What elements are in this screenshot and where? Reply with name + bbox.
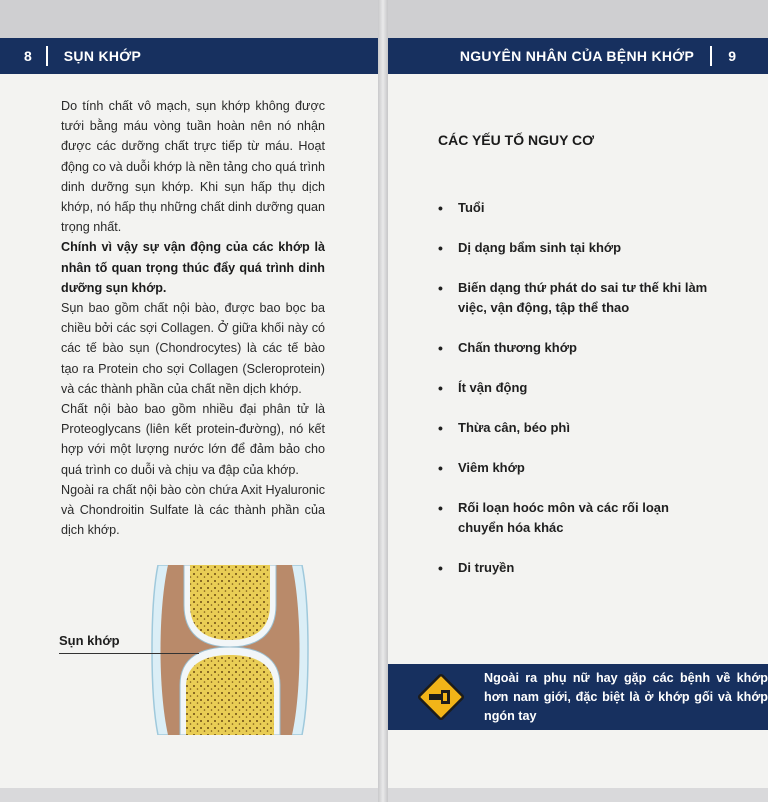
left-page-header: [0, 38, 378, 74]
right-page-header: [388, 38, 768, 74]
left-page-title: SỤN KHỚP: [63, 48, 142, 64]
list-item: • Dị dạng bẩm sinh tại khớp: [436, 238, 716, 258]
joint-cartilage-illustration: [150, 565, 310, 735]
note-text: Ngoài ra phụ nữ hay gặp các bệnh về khớp hơn nam giới, đặc biệt là ở khớp gối và khớp ngón tay: [484, 670, 768, 723]
note-callout: [388, 664, 768, 730]
warning-sign-icon: [416, 672, 466, 722]
paragraph: Do tính chất vô mạch, sụn khớp không được tưới bằng máu vòng tuần hoàn nên nó nhận được các dưỡng chất trực tiếp từ máu. Hoạt động co và duỗi khớp là nền tảng cho quá trình dinh dưỡng sụn khớp. Khi sụn hấp thụ dịch khớp, nó hấp thụ những chất dinh dưỡng quan trọng nhất.: [61, 99, 325, 235]
list-item: • Di truyền: [436, 558, 716, 578]
list-item: • Rối loạn hoóc môn và các rối loạn chuyển hóa khác: [436, 498, 716, 538]
emphasis-paragraph: Chính vì vậy sự vận động của các khớp là nhân tố quan trọng thúc đẩy quá trình dinh dưỡng sụn khớp.: [61, 240, 325, 295]
list-item: • Thừa cân, béo phì: [436, 418, 716, 438]
paragraph: Chất nội bào bao gồm nhiều đại phân tử là Proteoglycans (liên kết protein-đường), nó kết hợp với một lượng nước lớn để đảm bảo cho quá trình co duỗi và chịu va đập của khớp.: [61, 402, 325, 477]
right-page-title: NGUYÊN NHÂN CỦA BỆNH KHỚP: [459, 48, 695, 64]
figure-label: Sụn khớp: [59, 633, 120, 648]
list-item: • Biến dạng thứ phát do sai tư thế khi làm việc, vận động, tập thể thao: [436, 278, 716, 318]
left-body-text: [61, 96, 325, 540]
right-page: [388, 38, 768, 788]
left-page-number: 8: [24, 48, 32, 64]
section-title: CÁC YẾU TỐ NGUY CƠ: [438, 132, 595, 148]
risk-factor-list: [436, 198, 716, 598]
right-page-number: 9: [728, 48, 736, 64]
paragraph: Ngoài ra chất nội bào còn chứa Axit Hyaluronic và Chondroitin Sulfate là các thành phần của dịch khớp.: [61, 482, 325, 538]
book-spine: [378, 0, 388, 802]
list-item: • Tuổi: [436, 198, 716, 218]
list-item: • Ít vận động: [436, 378, 716, 398]
figure-pointer-line: [59, 653, 199, 654]
list-item: • Viêm khớp: [436, 458, 716, 478]
paragraph: Sụn bao gồm chất nội bào, được bao bọc ba chiều bởi các sợi Collagen. Ở giữa khối này có các tế bào sụn (Chondrocytes) là các tế bào tạo ra Protein cho sợi Collagen (Scleroprotein) và các thành phần của chất nền dịch khớp.: [61, 301, 325, 396]
list-item: • Chấn thương khớp: [436, 338, 716, 358]
